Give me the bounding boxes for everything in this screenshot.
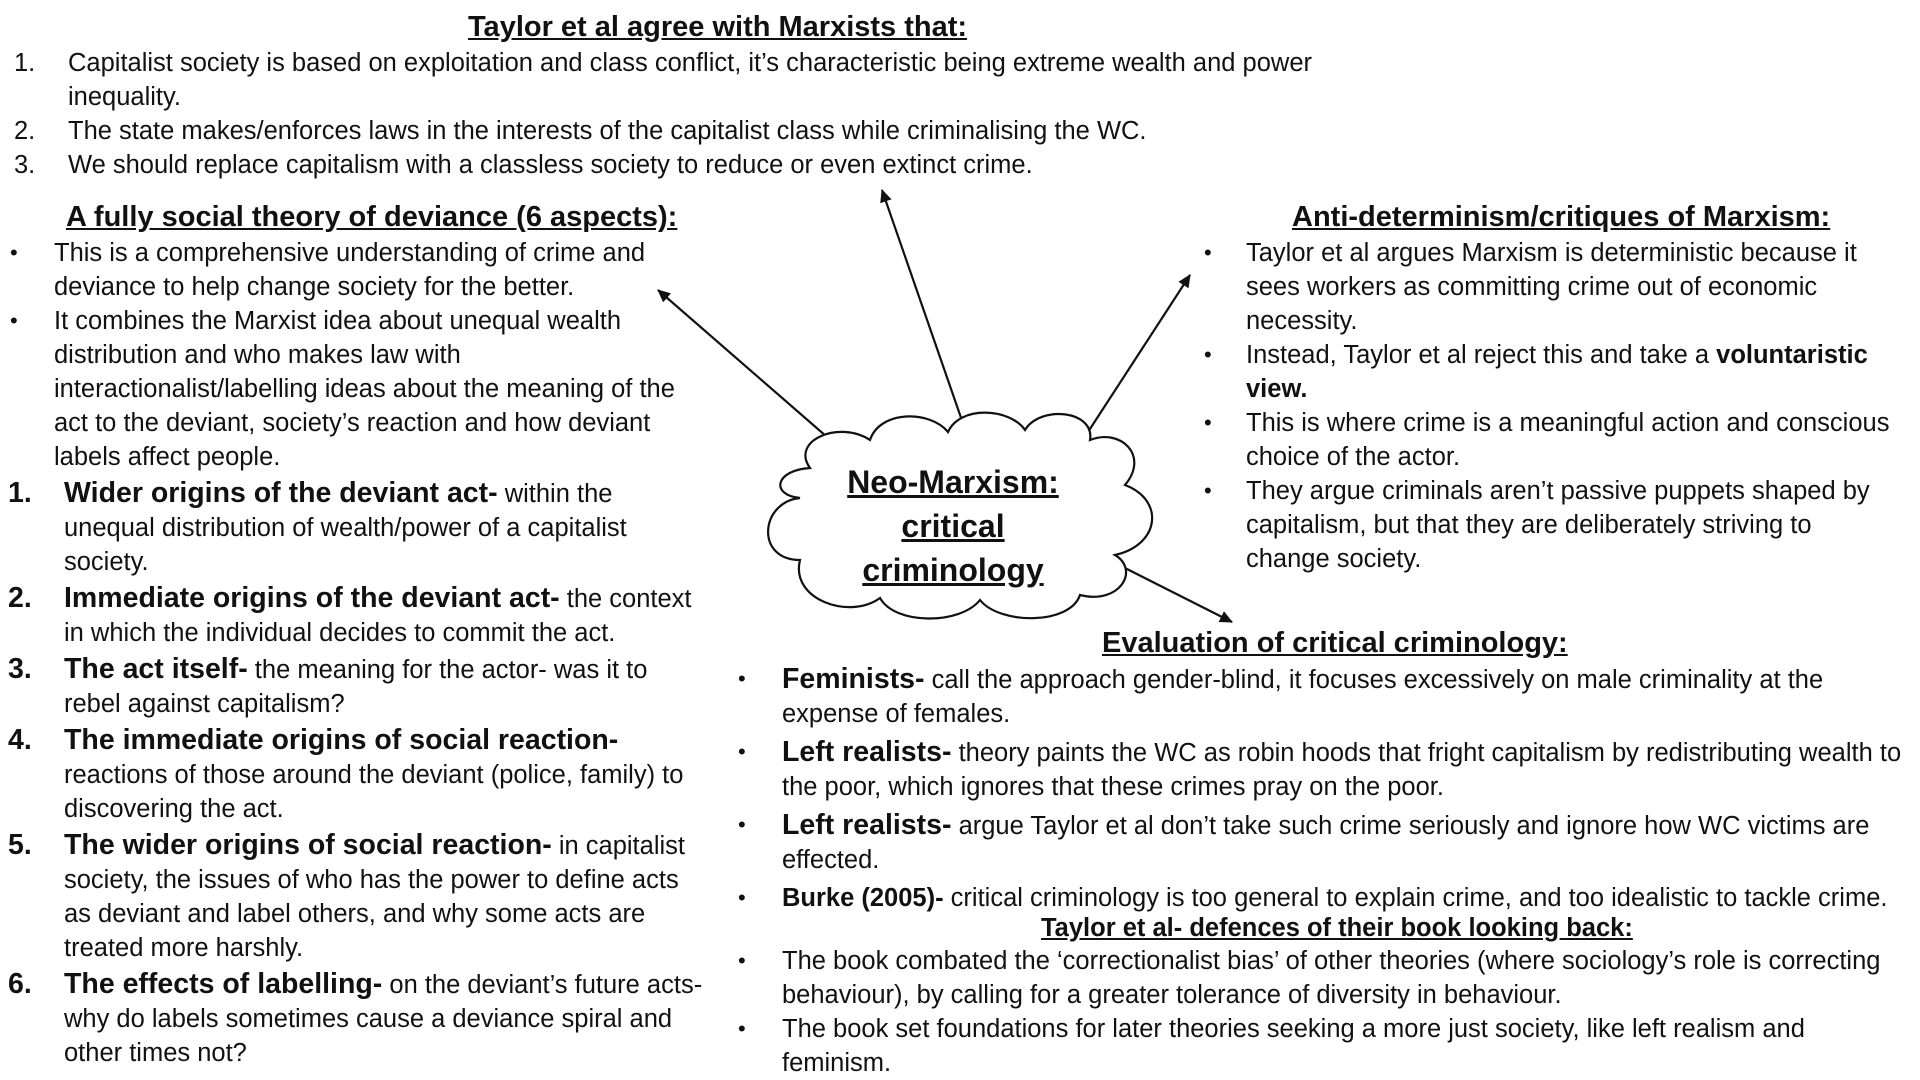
- list-item: • They argue criminals aren’t passive puppets shaped by capitalism, but that they are deliberately striving to change society.: [1204, 477, 1870, 573]
- list-item: • Instead, Taylor et al reject this and take a voluntaristic view.: [1204, 341, 1868, 403]
- six-aspects-list: [8, 476, 708, 1072]
- left-heading: A fully social theory of deviance (6 aspects):: [66, 201, 678, 233]
- list-item: 1. Capitalist society is based on exploitation and class conflict, it’s characteristic being extreme wealth and power inequality.: [14, 49, 1312, 111]
- arrow-to-evaluation: [1125, 568, 1232, 622]
- central-topic-line: critical: [901, 508, 1005, 544]
- marxist-agreement-list: [14, 46, 1344, 182]
- list-item: • This is where crime is a meaningful action and conscious choice of the actor.: [1204, 409, 1890, 471]
- list-item: 5. The wider origins of social reaction- in capitalist society, the issues of who has the power to define acts as deviant and label others, and why some acts are treated more harshly.: [8, 829, 685, 962]
- list-item: • The book set foundations for later theories seeking a more just society, like left realism and feminism.: [738, 1015, 1805, 1077]
- list-item: • Feminists- call the approach gender-blind, it focuses excessively on male criminality at the expense of females.: [738, 663, 1824, 728]
- right-bullet-list: [1200, 236, 1900, 576]
- list-item: 3. We should replace capitalism with a classless society to reduce or even extinct crime.: [14, 151, 1033, 179]
- list-item: 1. Wider origins of the deviant act- within the unequal distribution of wealth/power of a capitalist society.: [8, 477, 627, 576]
- list-item: • The book combated the ‘correctionalist bias’ of other theories (where sociology’s role is correcting behaviour), by calling for a greater tolerance of diversity in behaviour.: [738, 947, 1881, 1009]
- right-heading: Anti-determinism/critiques of Marxism:: [1292, 201, 1831, 233]
- list-item: 3. The act itself- the meaning for the actor- was it to rebel against capitalism?: [8, 653, 648, 718]
- list-item: • Burke (2005)- critical criminology is too general to explain crime, and too idealistic to tackle crime.: [738, 884, 1888, 912]
- top-heading: Taylor et al agree with Marxists that:: [468, 11, 968, 43]
- list-item: • Left realists- argue Taylor et al don’t take such crime seriously and ignore how WC victims are effected.: [738, 809, 1870, 874]
- evaluation-heading: Evaluation of critical criminology:: [1102, 627, 1568, 659]
- evaluation-list: [736, 662, 1916, 919]
- arrow-to-top: [882, 190, 967, 435]
- list-item: 2. Immediate origins of the deviant act- the context in which the individual decides to commit the act.: [8, 582, 692, 647]
- central-topic-line: criminology: [862, 552, 1044, 588]
- list-item: 4. The immediate origins of social reaction- reactions of those around the deviant (police, family) to discovering the act.: [8, 724, 684, 823]
- list-item: 2. The state makes/enforces laws in the interests of the capitalist class while criminalising the WC.: [14, 117, 1147, 145]
- list-item: • Left realists- theory paints the WC as robin hoods that fright capitalism by redistributing wealth to the poor, which ignores that these crimes pray on the poor.: [738, 736, 1902, 801]
- list-item: • It combines the Marxist idea about unequal wealth distribution and who makes law with interactionalist/labelling ideas about the meaning of the act to the deviant, society’s reaction and how deviant labels affect people.: [10, 307, 675, 471]
- list-item: • Taylor et al argues Marxism is deterministic because it sees workers as committing crime out of economic necessity.: [1204, 239, 1857, 335]
- defences-list: [736, 944, 1916, 1080]
- list-item: 6. The effects of labelling- on the deviant’s future acts- why do labels sometimes cause a deviance spiral and other times not?: [8, 968, 703, 1067]
- left-bullet-list: [6, 236, 706, 474]
- list-item: • This is a comprehensive understanding of crime and deviance to help change society for the better.: [10, 239, 646, 301]
- arrow-to-right: [1088, 275, 1190, 432]
- defences-heading: Taylor et al- defences of their book looking back:: [1041, 914, 1633, 942]
- central-topic: [838, 460, 1068, 592]
- central-topic-line: Neo-Marxism:: [847, 464, 1059, 500]
